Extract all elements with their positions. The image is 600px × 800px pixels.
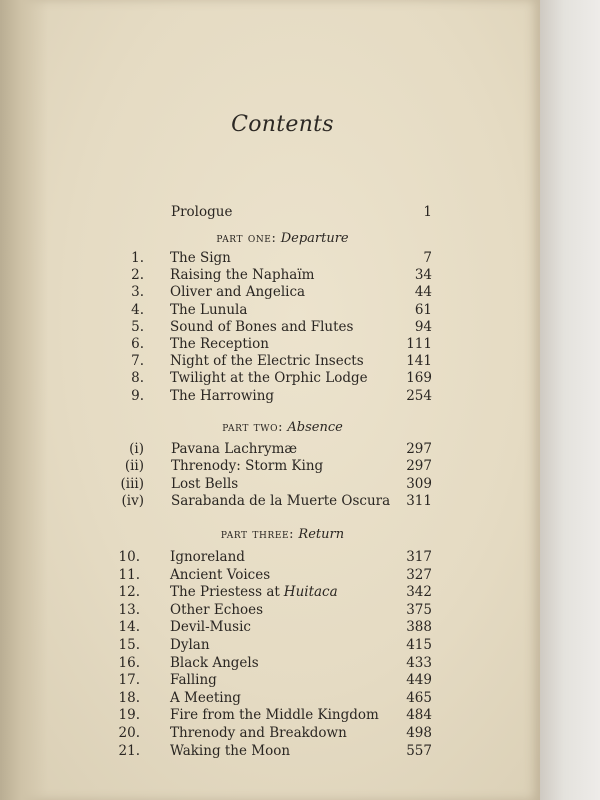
toc-entry [0,584,540,601]
entry-page-number: 311 [406,492,432,509]
entry-label: Other Echoes [170,601,264,618]
entry-label: Prologue [171,204,233,220]
entry-label: A Meeting [170,689,241,706]
entry-label: Threnody and Breakdown [170,725,347,741]
entry-label: Lost Bells [171,475,239,492]
entry-label: Oliver and Angelica [170,284,306,301]
entry-label: The Harrowing [170,387,275,404]
toc-entry [0,619,540,636]
toc-entry [0,250,540,267]
entry-page-number: 141 [406,353,432,370]
entry-label: Night of the Electric Insects [170,353,364,370]
toc-entry [0,458,540,475]
entry-label: Sarabanda de la Muerte Oscura [171,492,391,509]
entry-label: Waking the Moon [170,742,291,759]
entry-label: Pavana Lachrymæ [171,441,298,457]
entry-number: 1. [131,250,144,266]
toc-entry [0,441,540,458]
entry-page-number: 7 [423,250,432,266]
entry-page-number: 254 [406,387,432,404]
entry-page-number: 297 [406,441,432,457]
toc-entry [0,655,540,672]
entry-page-number: 388 [406,619,432,636]
entry-page-number: 297 [406,458,432,475]
toc-entry [0,336,540,353]
entry-number: 20. [118,725,140,741]
toc-entry [0,388,540,405]
part-name: Absence [287,420,343,435]
toc-entry [0,302,540,319]
entry-page-number: 484 [406,707,432,724]
entry-page-number: 61 [414,301,432,318]
toc-entry [0,637,540,654]
toc-entry [0,284,540,301]
entry-number: 18. [118,689,140,706]
entry-page-number: 169 [406,370,432,387]
toc-entry [0,353,540,370]
entry-label: Fire from the Middle Kingdom [170,707,379,724]
entry-number: 4. [131,301,144,318]
entry-label: Falling [170,672,217,689]
entry-number: 14. [118,619,140,636]
toc-entry [0,319,540,336]
entry-label: Ancient Voices [170,566,271,583]
entry-page-number: 327 [406,566,432,583]
part-prefix: part one: [216,231,277,246]
entry-label: The Sign [170,250,231,266]
entry-number: 6. [131,336,144,352]
entry-page-number: 309 [406,475,432,492]
entry-label: The Priestess at [170,584,280,601]
entry-page-number: 111 [406,336,432,352]
entry-number: 11. [118,566,140,583]
entry-number: 17. [118,672,140,689]
entry-page-number: 498 [406,725,432,741]
entry-label-italic: Huitaca [283,584,338,601]
entry-number: 3. [131,284,144,301]
entry-label: Sound of Bones and Flutes [170,318,354,335]
part-heading-three [0,526,565,543]
entry-number: 5. [131,318,144,335]
part-name: Departure [280,231,349,246]
entry-number: 8. [131,370,144,387]
entry-label: Black Angels [170,654,259,671]
entry-number: 12. [118,584,140,601]
entry-number: (iv) [121,492,144,509]
entry-label: Dylan [170,637,210,653]
toc-entry [0,493,540,510]
entry-label: Raising the Naphaïm [170,267,315,284]
entry-page-number: 94 [414,318,432,335]
entry-page-number: 44 [414,284,432,301]
entry-page-number: 317 [406,549,432,565]
entry-number: (ii) [124,458,144,475]
entry-label: Ignoreland [170,549,245,565]
entry-label: Threnody: Storm King [171,458,324,475]
part-heading-one [0,230,565,247]
entry-page-number: 415 [406,637,432,653]
entry-page-number: 342 [406,584,432,601]
entry-number: 13. [118,601,140,618]
toc-entry [0,267,540,284]
entry-number: 9. [131,387,144,404]
entry-page-number: 449 [406,672,432,689]
part-name: Return [298,527,345,542]
toc-entry [0,602,540,619]
page-title: Contents [231,112,334,137]
part-prefix: part three: [220,527,295,542]
entry-page-number: 465 [406,689,432,706]
part-heading-two [0,419,565,436]
toc-entry [0,725,540,742]
toc-entry [0,672,540,689]
entry-number: 21. [118,742,140,759]
toc-entry [0,690,540,707]
toc-entry [0,476,540,493]
toc-entry [0,707,540,724]
entry-number: (iii) [120,475,144,492]
entry-number: (i) [129,441,144,457]
toc-entry [0,549,540,566]
entry-page-number: 375 [406,601,432,618]
entry-number: 19. [118,707,140,724]
entry-page-number: 557 [406,742,432,759]
entry-number: 2. [131,267,144,284]
entry-label: Twilight at the Orphic Lodge [170,370,368,387]
entry-label: Devil-Music [170,619,251,636]
entry-number: 7. [131,353,144,370]
entry-page-number: 433 [406,654,432,671]
toc-entry [0,743,540,760]
toc-entry [0,567,540,584]
entry-number: 15. [118,637,140,653]
part-prefix: part two: [222,420,284,435]
entry-number: 10. [118,549,140,565]
entry-page-number: 1 [423,204,432,220]
entry-label: The Reception [170,336,269,352]
entry-label: The Lunula [170,301,248,318]
entry-page-number: 34 [414,267,432,284]
toc-entry [0,370,540,387]
entry-number: 16. [118,654,140,671]
